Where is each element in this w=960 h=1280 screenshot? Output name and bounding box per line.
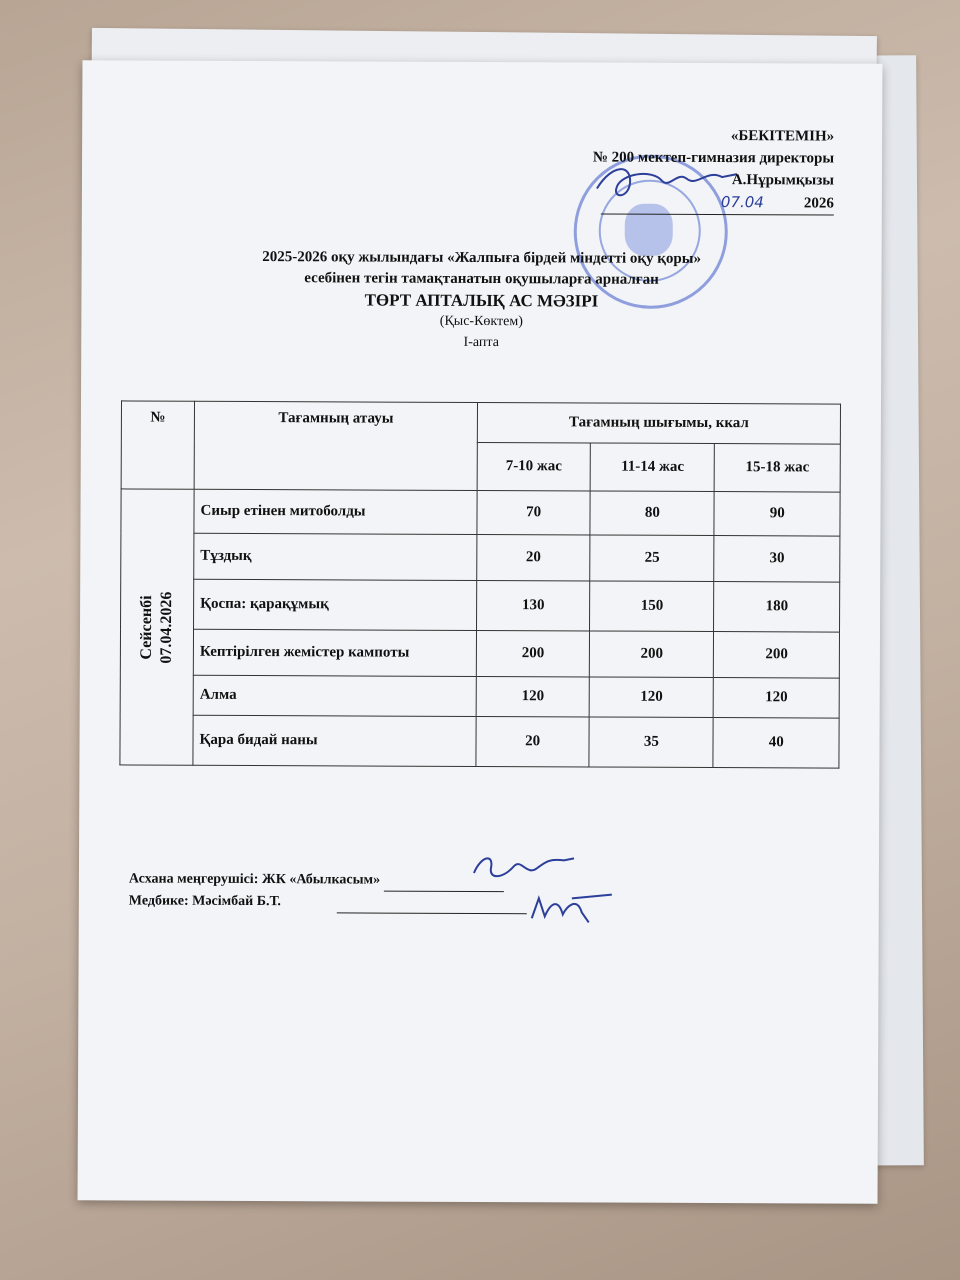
header-output: Тағамның шығымы, ккал — [477, 402, 840, 444]
approval-heading: «БЕКІТЕМІН» — [730, 128, 835, 145]
value-cell: 200 — [714, 632, 840, 679]
value-cell: 200 — [590, 631, 714, 678]
day-name: Сейсенбі — [137, 594, 156, 660]
table-row — [120, 715, 839, 768]
day-cell — [120, 489, 194, 765]
nurse: Медбике: Мәсімбай Б.Т. — [128, 893, 281, 910]
value-cell: 35 — [589, 717, 713, 768]
value-cell: 180 — [714, 582, 840, 633]
value-cell: 90 — [714, 492, 840, 537]
header-num: № — [121, 401, 194, 489]
value-cell: 120 — [714, 678, 840, 719]
table-row — [121, 489, 840, 536]
value-cell: 30 — [714, 536, 840, 583]
dish-name: Қоспа: қарақұмық — [194, 579, 477, 630]
header-age-3: 15-18 жас — [715, 444, 841, 493]
value-cell: 70 — [477, 490, 590, 534]
day-date: 07.04.2026 — [157, 591, 176, 664]
table-row — [120, 629, 839, 678]
value-cell: 120 — [589, 677, 713, 718]
menu-title-block — [81, 246, 881, 354]
approval-position: № 200 мектеп-гимназия директоры — [592, 149, 835, 167]
header-age-2: 11-14 жас — [590, 443, 714, 492]
table-row — [121, 579, 840, 632]
value-cell: 200 — [476, 630, 589, 676]
dish-name: Тұздық — [194, 533, 477, 580]
value-cell: 80 — [590, 491, 714, 536]
nurse-signature-icon — [527, 888, 617, 928]
footer-signatures — [129, 868, 527, 914]
menu-table — [119, 400, 841, 768]
approval-year: 07.04 2026 — [601, 191, 834, 216]
dish-name: Кептірілген жемістер кампоты — [193, 629, 476, 676]
approval-name: А.Нұрымқызы — [731, 172, 835, 189]
value-cell: 40 — [713, 718, 839, 769]
canteen-manager: Асхана меңгерушісі: ЖК «Абылкасым» — [128, 871, 381, 888]
title-season: (Қыс-Көктем) — [439, 313, 523, 330]
value-cell: 25 — [590, 535, 714, 582]
canteen-signature-icon — [469, 848, 579, 888]
value-cell: 20 — [477, 534, 590, 580]
header-name: Тағамның атауы — [194, 401, 477, 490]
title-line-1: 2025-2026 оқу жылындағы «Жалпыға бірдей міндетті оқу қоры» — [262, 249, 702, 267]
value-cell: 20 — [476, 716, 589, 766]
signature-date: 07.04 — [720, 193, 764, 212]
value-cell: 120 — [476, 676, 589, 716]
title-week: І-апта — [463, 334, 499, 351]
header-age-1: 7-10 жас — [477, 442, 590, 490]
dish-name: Қара бидай наны — [193, 715, 476, 766]
approval-block — [593, 124, 835, 215]
dish-name: Сиыр етінен митоболды — [194, 489, 477, 534]
value-cell: 130 — [477, 580, 590, 630]
table-row — [121, 533, 840, 582]
dish-name: Алма — [193, 675, 476, 716]
document-page — [78, 60, 883, 1203]
title-line-2: есебінен тегін тамақтанатын оқушыларға арналған — [304, 270, 659, 288]
value-cell: 150 — [590, 581, 714, 632]
table-row — [120, 675, 839, 718]
title-main: ТӨРТ АПТАЛЫҚ АС МӘЗІРІ — [364, 290, 599, 311]
